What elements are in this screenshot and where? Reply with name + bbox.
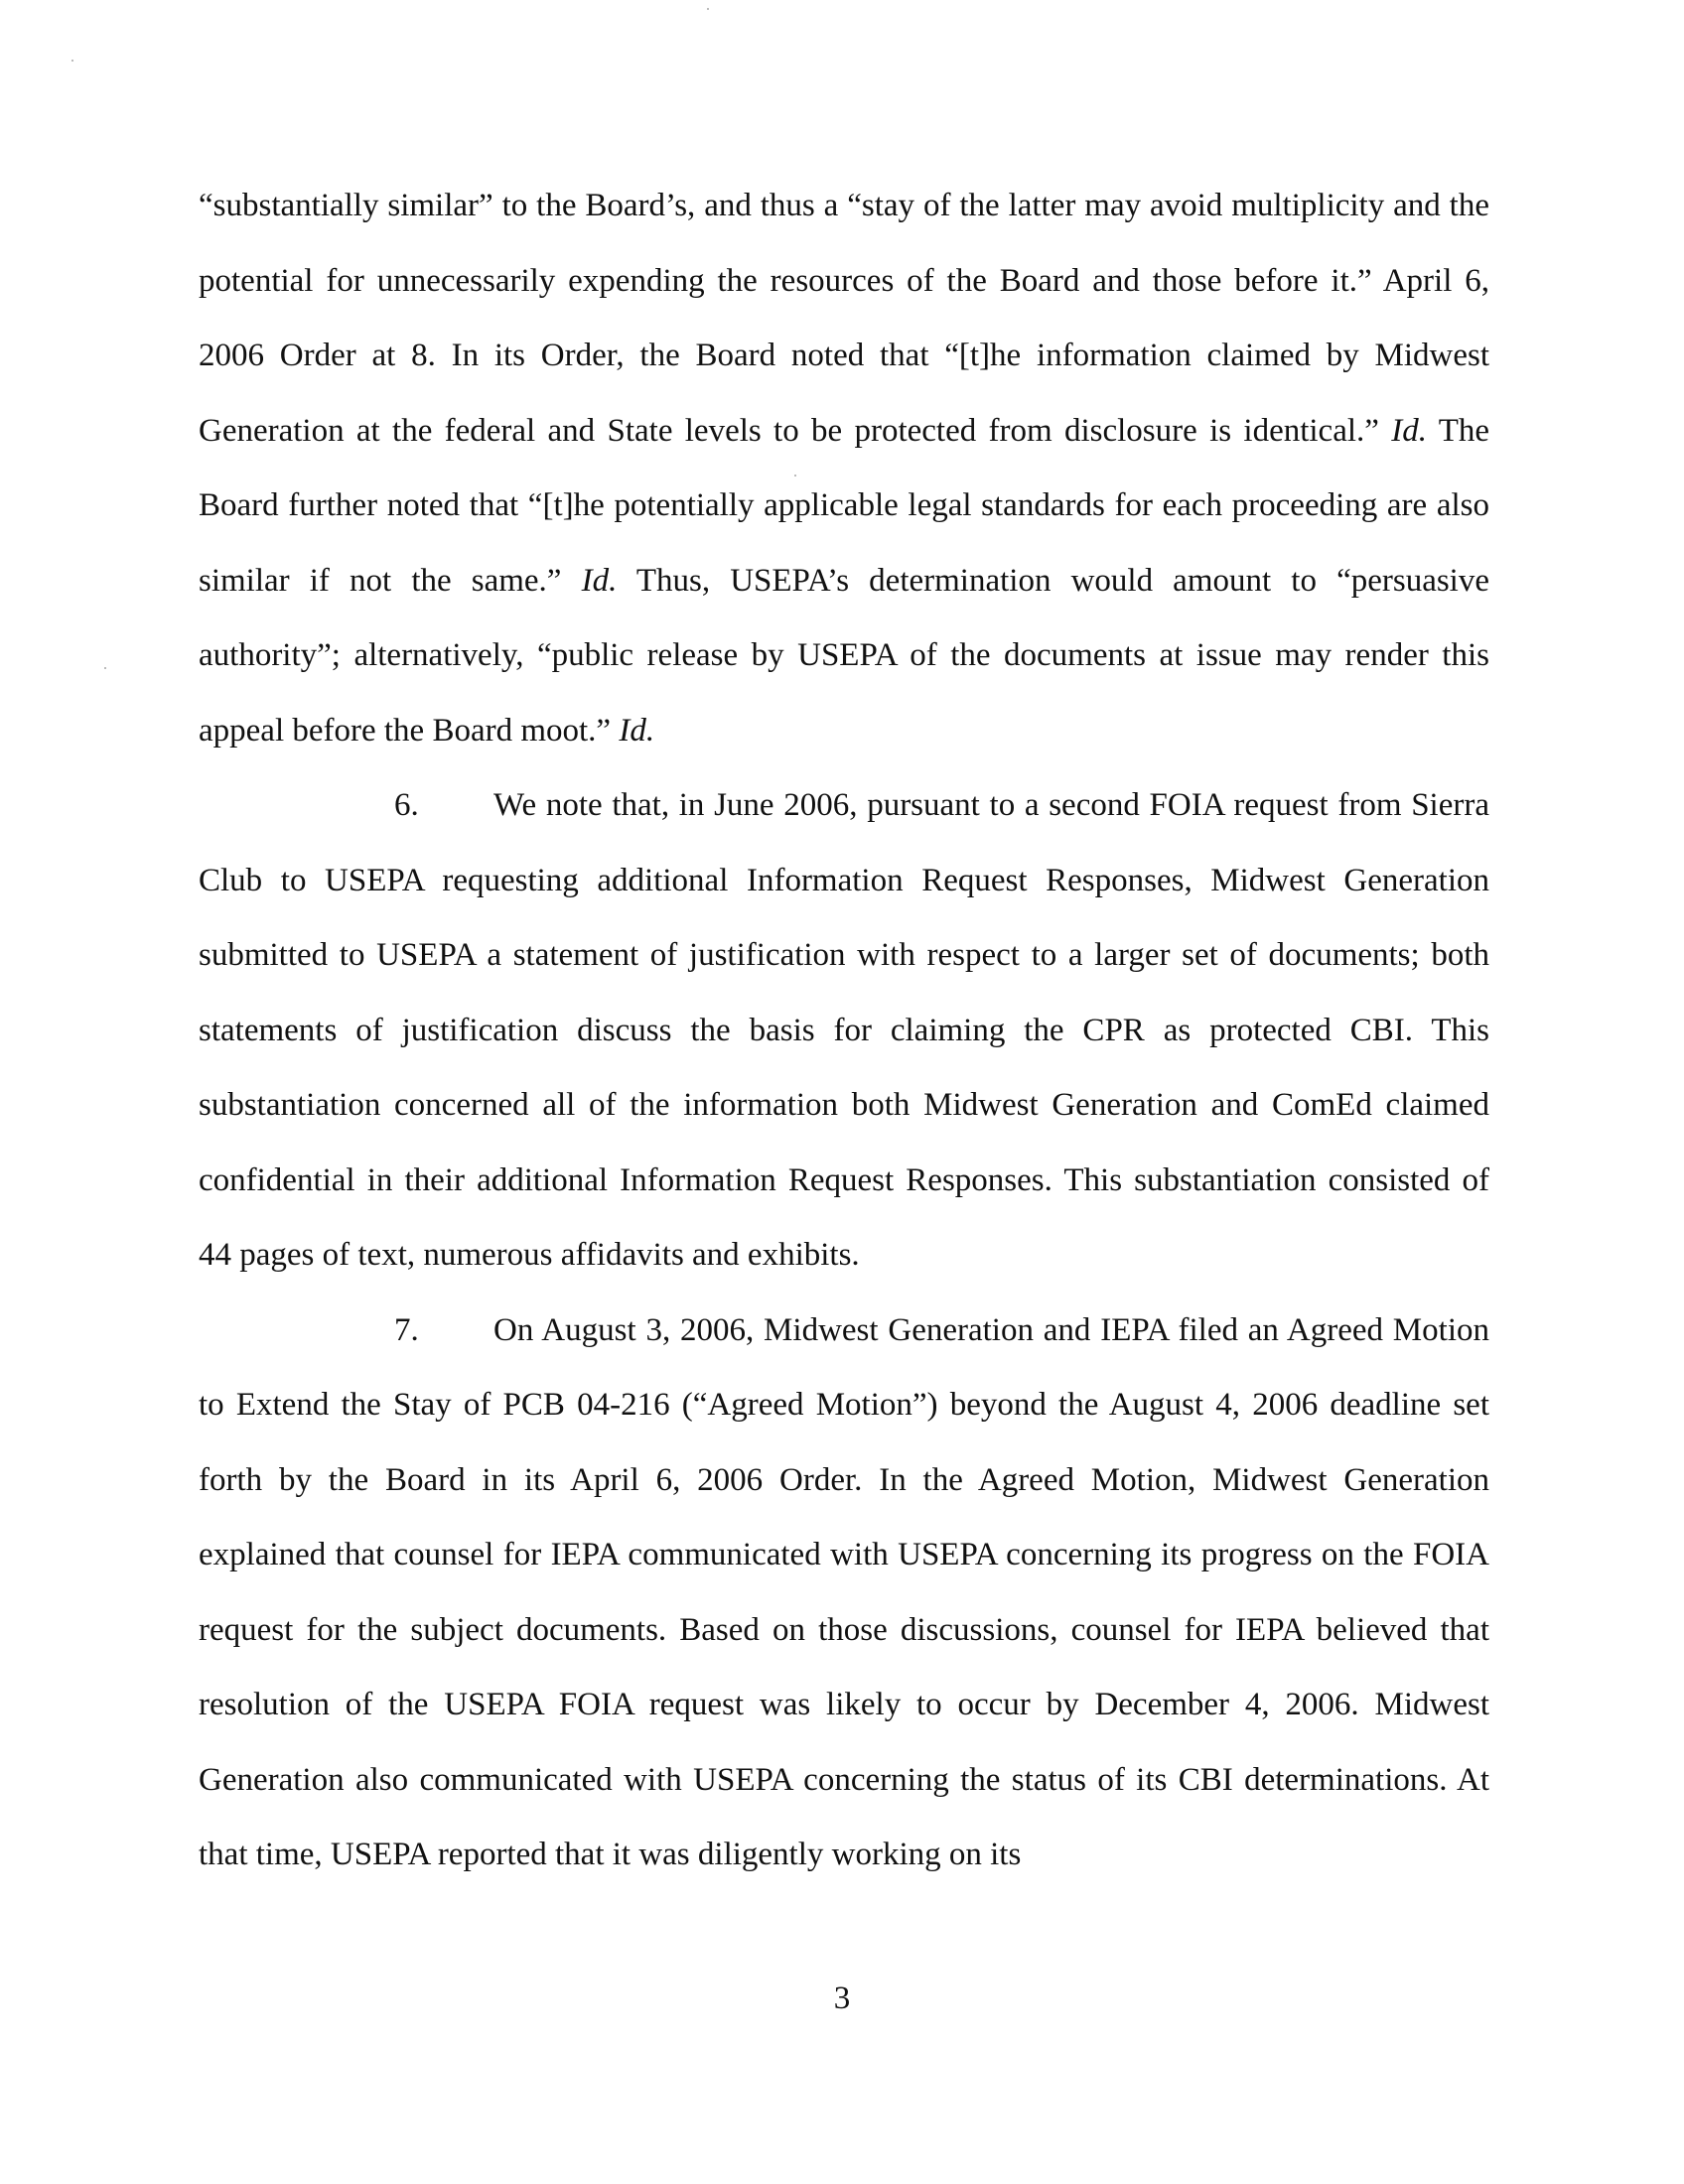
continuation-text-1: “substantially similar” to the Board’s, and thus a “stay of the latter may avoid multiplicity and the potential for unnecessarily expending the resources of the Board and those before it.” April 6, 2006 Order at 8. In its Order, the Board noted that “[t]he information claimed by Midwest Generation at the federal and State levels to be protected from disclosure is identical.” [199, 188, 1489, 449]
scan-mark [794, 475, 796, 477]
citation-id-2: Id. [581, 562, 618, 599]
numbered-paragraph-7 [199, 1294, 1489, 1893]
page-number: 3 [833, 1980, 851, 2016]
document-body [199, 169, 1489, 1893]
paragraph-number: 7. [394, 1311, 419, 1348]
numbered-paragraph-6 [199, 768, 1489, 1294]
continuation-text-2: The Board further noted that “[t]he potentially applicable legal standards for each proceeding are also similar if not the same.” [199, 412, 1489, 599]
citation-id-1: Id. [1391, 412, 1427, 449]
scan-mark [71, 60, 73, 62]
paragraph-text: We note that, in June 2006, pursuant to a second FOIA request from Sierra Club to USEPA requesting additional Information Request Responses, Midwest Generation submitted to USEPA a statement of justification with respect to a larger set of documents; both statements of justification discuss the basis for claiming the CPR as protected CBI. This substantiation concerned all of the information both Midwest Generation and ComEd claimed confidential in their additional Information Request Responses. This substantiation consisted of 44 pages of text, numerous affidavits and exhibits. [199, 787, 1489, 1273]
continuation-text-3: Thus, USEPA’s determination would amount to “persuasive authority”; alternatively, “public release by USEPA of the documents at issue may render this appeal before the Board moot.” [199, 562, 1489, 749]
continuation-paragraph [199, 169, 1489, 768]
paragraph-text: On August 3, 2006, Midwest Generation and IEPA filed an Agreed Motion to Extend the Stay of PCB 04-216 (“Agreed Motion”) beyond the August 4, 2006 deadline set forth by the Board in its April 6, 2006 Order. In the Agreed Motion, Midwest Generation explained that counsel for IEPA communicated with USEPA concerning its progress on the FOIA request for the subject documents. Based on those discussions, counsel for IEPA believed that resolution of the USEPA FOIA request was likely to occur by December 4, 2006. Midwest Generation also communicated with USEPA concerning the status of its CBI determinations. At that time, USEPA reported that it was diligently working on its [199, 1311, 1489, 1872]
citation-id-3: Id. [619, 712, 655, 749]
scan-mark [104, 667, 106, 669]
scan-mark [707, 8, 709, 10]
paragraph-number: 6. [394, 787, 419, 823]
